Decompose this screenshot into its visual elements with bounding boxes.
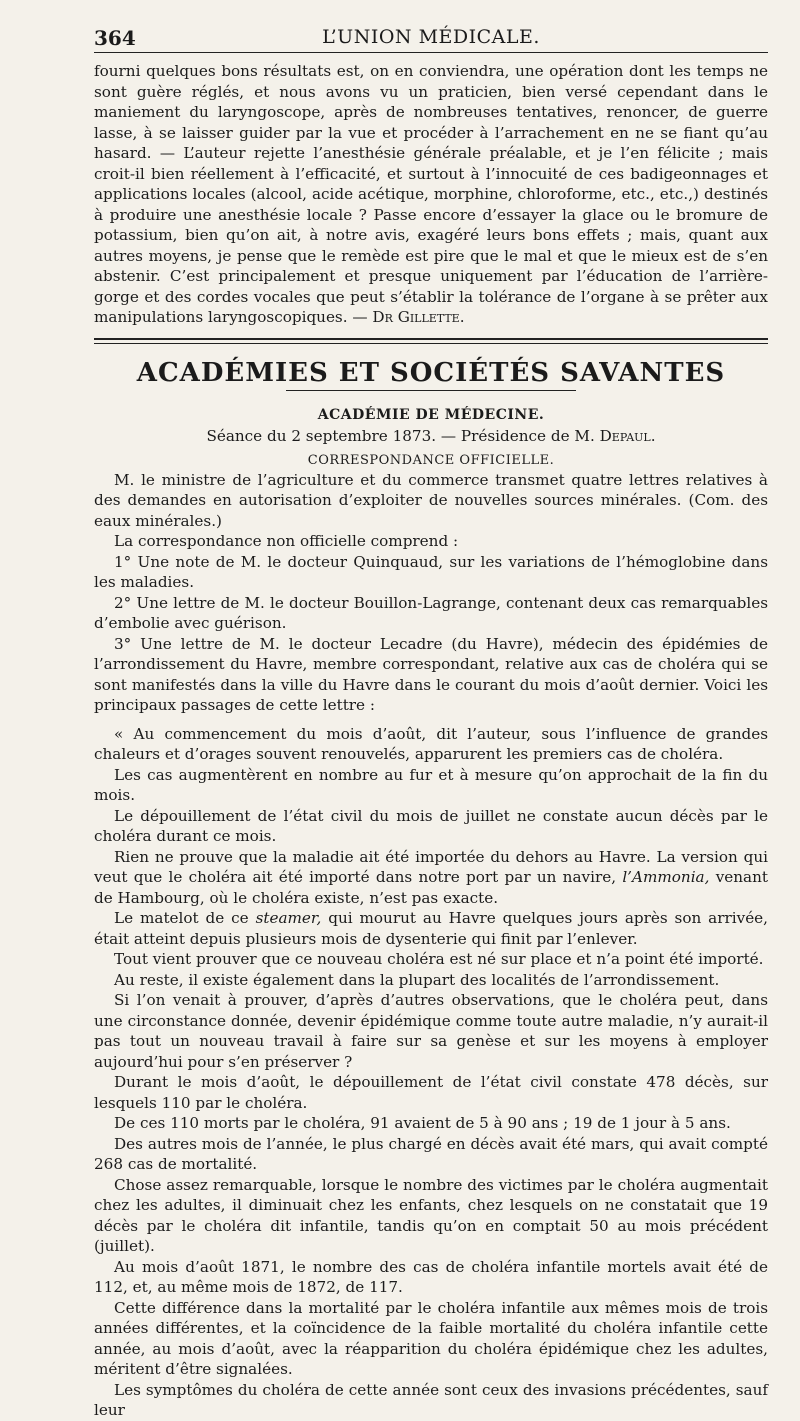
official-correspondence-text: M. le ministre de l’agriculture et du commerce transmet quatre lettres relatives à des demandes en autorisation d’exploiter de nouvelles sources minérales. (Com. des eaux minérales.) (94, 470, 768, 530)
letter-text: Le matelot de ce (114, 909, 256, 927)
intro-paragraph (94, 61, 768, 328)
correspondence-item-1: 1° Une note de M. le docteur Quinquaud, sur les variations de l’hémoglobine dans les maladies. (94, 552, 768, 591)
letter-paragraph: Les symptômes du choléra de cette année sont ceux des invasions précédentes, sauf leur (94, 1380, 768, 1419)
letter-paragraph: Cette différence dans la mortalité par le choléra infantile aux mêmes mois de trois années différentes, et la coïncidence de la faible mortalité du choléra infantile cette année, au mois d’août, avec la réapparition du choléra épidémique chez les adultes, méritent d’être signalées. (94, 1298, 768, 1378)
steamer-word: steamer, (255, 909, 322, 927)
session-line (94, 427, 768, 445)
intro-text: fourni quelques bons résultats est, on en conviendra, une opération dont les temps ne sont guère réglés, et nous avons vu un praticien, bien versé cependant dans le maniement du laryngoscope, après de nombreuses tentatives, renoncer, de guerre lasse, à se laisser guider par la vue et procéder à l’arrachement en ne se fiant qu’au hasard. — L’auteur rejette l’anesthésie générale préalable, et je l’en félicite ; mais croit-il bien réellement à l’efficacité, et surtout à l’innocuité de ces badigeonnages et applications locales (alcool, acide acétique, morphine, chloroforme, etc., etc.,) destinés à produire une anesthésie locale ? Passe encore d’essayer la glace ou le bromure de potassium, bien qu’on ait, à notre avis, exagéré leurs bons effets ; mais, quant aux autres moyens, je pense que le remède est pire que le mal et que le mieux est de s’en abstenir. C’est principalement et presque uniquement par l’éducation de l’arrière-gorge et des cordes vocales que peut s’établir la tolérance de l’organe à se prêter aux manipulations laryngoscopiques. — (94, 62, 768, 326)
letter-paragraph: Des autres mois de l’année, le plus chargé en décès avait été mars, qui avait compté 268 cas de mortalité. (94, 1134, 768, 1173)
letter-paragraph: Le dépouillement de l’état civil du mois de juillet ne constate aucun décès par le choléra durant ce mois. (94, 806, 768, 845)
running-title: L’UNION MÉDICALE. (322, 26, 540, 48)
author-signature: Dr Gillette. (372, 308, 465, 326)
section-divider (94, 338, 768, 344)
ship-name: l’Ammonia, (622, 868, 710, 886)
correspondence-item-3: 3° Une lettre de M. le docteur Lecadre (du Havre), médecin des épidémies de l’arrondissement du Havre, membre correspondant, relative aux cas de choléra qui se sont manifestés dans la ville du Havre dans le courant du mois d’août dernier. Voici les principaux passages de cette lettre : (94, 634, 768, 714)
session-text: Séance du 2 septembre 1873. — Présidence de M. (206, 426, 600, 445)
letter-paragraph (94, 908, 768, 949)
unofficial-correspondence-intro: La correspondance non officielle comprend : (114, 532, 459, 550)
letter-text: qui mourut au Havre quelques jours après son arrivée, était atteint depuis plusieurs mois de dysenterie qui finit par l’enlever. (94, 909, 768, 948)
page-header (94, 18, 768, 53)
letter-text: venant de Hambourg, où le choléra existe, n’est pas exacte. (94, 868, 768, 907)
letter-paragraph: Durant le mois d’août, le dépouillement de l’état civil constate 478 décès, sur lesquels 110 par le choléra. (94, 1073, 768, 1112)
letter-paragraph: Si l’on venait à prouver, d’après d’autres observations, que le choléra peut, dans une circonstance donnée, devenir épidémique comme toute autre maladie, n’y aurait-il pas tout un nouveau travail à faire sur sa genèse et sur les moyens à employer aujourd’hui pour s’en préserver ? (94, 991, 768, 1071)
letter-paragraph: Les cas augmentèrent en nombre au fur et à mesure qu’on approchait de la fin du mois. (94, 765, 768, 804)
official-correspondence-heading: CORRESPONDANCE OFFICIELLE. (307, 452, 555, 468)
session-president: Depaul. (599, 426, 656, 445)
letter-text: Rien ne prouve que la maladie ait été importée du dehors au Havre. La version qui veut que le choléra ait été importé dans notre port par un navire, (94, 847, 768, 886)
section-title: ACADÉMIES ET SOCIÉTÉS SAVANTES (136, 357, 726, 388)
letter-paragraph: Au reste, il existe également dans la plupart des localités de l’arrondissement. (114, 970, 720, 989)
section-title-underline (286, 390, 576, 391)
letter-paragraph: Chose assez remarquable, lorsque le nombre des victimes par le choléra augmentait chez les adultes, il diminuait chez les enfants, chez lesquels on ne constatait que 19 décès par le choléra dit infantile, tandis qu’on en comptait 50 au mois précédent (juillet). (94, 1175, 768, 1255)
letter-paragraph (94, 847, 768, 909)
letter-paragraph: Au mois d’août 1871, le nombre des cas de choléra infantile mortels avait été de 112, et, au même mois de 1872, de 117. (94, 1257, 768, 1296)
letter-excerpt (94, 724, 768, 1421)
letter-paragraph: Tout vient prouver que ce nouveau choléra est né sur place et n’a point été importé. (114, 950, 764, 968)
correspondence-item-2: 2° Une lettre de M. le docteur Bouillon-Lagrange, contenant deux cas remarquables d’embolie avec guérison. (94, 593, 768, 632)
page-number: 364 (94, 26, 136, 50)
letter-paragraph: « Au commencement du mois d’août, dit l’auteur, sous l’influence de grandes chaleurs et d’orages souvent renouvelés, apparurent les premiers cas de choléra. (94, 724, 768, 763)
letter-paragraph: De ces 110 morts par le choléra, 91 avaient de 5 à 90 ans ; 19 de 1 jour à 5 ans. (114, 1114, 731, 1132)
academy-heading: ACADÉMIE DE MÉDECINE. (317, 406, 545, 423)
